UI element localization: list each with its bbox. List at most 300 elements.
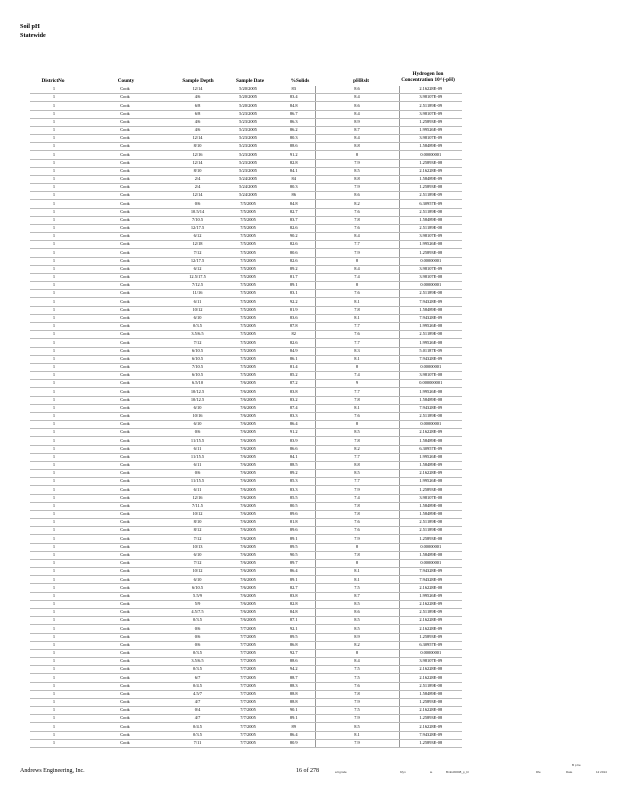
- cell-district: 1: [30, 233, 78, 241]
- cell-ph: 8.1: [315, 731, 399, 739]
- cell-county: Cook: [78, 682, 172, 690]
- cell-depth: 6/11: [172, 486, 223, 494]
- table-row: [30, 625, 462, 633]
- cell-solids: 88.8: [273, 690, 315, 698]
- cell-solids: 87.4: [273, 404, 315, 412]
- cell-district: 1: [30, 151, 78, 159]
- cell-date: 7/6/2005: [223, 527, 273, 535]
- cell-solids: 89.5: [273, 543, 315, 551]
- cell-hydrogen: 7.94328E-09: [399, 731, 462, 739]
- cell-district: 1: [30, 551, 78, 559]
- cell-county: Cook: [78, 314, 172, 322]
- cell-district: 1: [30, 347, 78, 355]
- cell-district: 1: [30, 510, 78, 518]
- cell-district: 1: [30, 388, 78, 396]
- cell-ph: 7.7: [315, 339, 399, 347]
- header-ph-result: pHRslt: [353, 78, 369, 84]
- cell-district: 1: [30, 175, 78, 183]
- cell-ph: 8.2: [315, 445, 399, 453]
- cell-district: 1: [30, 331, 78, 339]
- table-row: [30, 437, 462, 445]
- cell-hydrogen: 2.51189E-09: [399, 102, 462, 110]
- cell-county: Cook: [78, 600, 172, 608]
- cell-county: Cook: [78, 453, 172, 461]
- cell-hydrogen: 1.58489E-08: [399, 510, 462, 518]
- cell-ph: 7.6: [315, 290, 399, 298]
- cell-date: 7/6/2005: [223, 421, 273, 429]
- cell-depth: 12/18: [172, 241, 223, 249]
- table-row: [30, 600, 462, 608]
- cell-date: 5/23/2005: [223, 126, 273, 134]
- cell-ph: 8.1: [315, 314, 399, 322]
- cell-county: Cook: [78, 233, 172, 241]
- cell-depth: 8/10: [172, 519, 223, 527]
- cell-date: 7/5/2005: [223, 290, 273, 298]
- cell-district: 1: [30, 470, 78, 478]
- cell-district: 1: [30, 543, 78, 551]
- cell-solids: 85.2: [273, 372, 315, 380]
- cell-county: Cook: [78, 175, 172, 183]
- cell-county: Cook: [78, 502, 172, 510]
- table-row: [30, 126, 462, 134]
- cell-date: 5/20/2005: [223, 102, 273, 110]
- cell-district: 1: [30, 249, 78, 257]
- cell-district: 1: [30, 682, 78, 690]
- table-row: [30, 649, 462, 657]
- cell-solids: 80.3: [273, 135, 315, 143]
- table-row: [30, 306, 462, 314]
- cell-depth: 5.5/9: [172, 592, 223, 600]
- cell-district: 1: [30, 584, 78, 592]
- cell-solids: 89.5: [273, 633, 315, 641]
- cell-hydrogen: 2.16228E-08: [399, 666, 462, 674]
- cell-depth: 12.5/17.5: [172, 273, 223, 281]
- cell-date: 5/23/2005: [223, 167, 273, 175]
- cell-hydrogen: 1.99526E-08: [399, 322, 462, 330]
- cell-solids: 83.9: [273, 437, 315, 445]
- table-row: [30, 478, 462, 486]
- table-row: [30, 200, 462, 208]
- table-row: [30, 658, 462, 666]
- cell-depth: 6.5/10: [172, 380, 223, 388]
- cell-date: 7/5/2005: [223, 339, 273, 347]
- cell-district: 1: [30, 143, 78, 151]
- cell-solids: 89.1: [273, 576, 315, 584]
- cell-solids: 92.1: [273, 625, 315, 633]
- table-row: [30, 723, 462, 731]
- cell-depth: 12/17.5: [172, 224, 223, 232]
- cell-ph: 8: [315, 649, 399, 657]
- cell-ph: 8.8: [315, 461, 399, 469]
- cell-solids: 89: [273, 723, 315, 731]
- cell-depth: 12/14: [172, 192, 223, 200]
- cell-hydrogen: 0.00000001: [399, 282, 462, 290]
- table-row: [30, 421, 462, 429]
- cell-solids: 81.4: [273, 363, 315, 371]
- cell-date: 5/23/2005: [223, 143, 273, 151]
- cell-depth: 4/7: [172, 698, 223, 706]
- cell-solids: 85.3: [273, 478, 315, 486]
- cell-hydrogen: 3.98107E-08: [399, 494, 462, 502]
- cell-district: 1: [30, 421, 78, 429]
- table-row: [30, 135, 462, 143]
- cell-hydrogen: 2.51189E-08: [399, 208, 462, 216]
- table-row: [30, 241, 462, 249]
- cell-hydrogen: 3.98107E-09: [399, 135, 462, 143]
- table-row: [30, 159, 462, 167]
- cell-district: 1: [30, 404, 78, 412]
- cell-date: 7/6/2005: [223, 461, 273, 469]
- cell-date: 7/6/2005: [223, 584, 273, 592]
- cell-date: 5/20/2005: [223, 86, 273, 94]
- cell-hydrogen: 7.94328E-09: [399, 314, 462, 322]
- cell-depth: 12/14: [172, 135, 223, 143]
- cell-ph: 7.6: [315, 682, 399, 690]
- cell-depth: 7/12: [172, 339, 223, 347]
- cell-ph: 7.9: [315, 486, 399, 494]
- cell-depth: 6/8: [172, 110, 223, 118]
- cell-solids: 90.5: [273, 551, 315, 559]
- cell-county: Cook: [78, 494, 172, 502]
- cell-hydrogen: 1.25893E-08: [399, 184, 462, 192]
- cell-date: 7/7/2005: [223, 715, 273, 723]
- cell-solids: 94.2: [273, 666, 315, 674]
- cell-district: 1: [30, 535, 78, 543]
- cell-depth: 0/3.5: [172, 649, 223, 657]
- cell-county: Cook: [78, 445, 172, 453]
- table-row: [30, 192, 462, 200]
- cell-hydrogen: 0.00000001: [399, 421, 462, 429]
- cell-solids: 81.7: [273, 273, 315, 281]
- cell-depth: 0/3.5: [172, 617, 223, 625]
- cell-depth: 7/12: [172, 559, 223, 567]
- cell-depth: 0/4.5: [172, 723, 223, 731]
- cell-county: Cook: [78, 404, 172, 412]
- header-sample-date: Sample Date: [235, 78, 265, 84]
- cell-hydrogen: 1.58489E-08: [399, 306, 462, 314]
- cell-ph: 8.5: [315, 600, 399, 608]
- cell-ph: 8.4: [315, 658, 399, 666]
- cell-district: 1: [30, 363, 78, 371]
- cell-county: Cook: [78, 658, 172, 666]
- cell-date: 7/6/2005: [223, 437, 273, 445]
- cell-depth: 6/11: [172, 298, 223, 306]
- cell-ph: 7.9: [315, 159, 399, 167]
- cell-depth: 4.5/7.5: [172, 609, 223, 617]
- cell-hydrogen: 1.99526E-08: [399, 339, 462, 347]
- cell-solids: 89.2: [273, 470, 315, 478]
- cell-district: 1: [30, 290, 78, 298]
- cell-depth: 6/10.5: [172, 355, 223, 363]
- cell-county: Cook: [78, 208, 172, 216]
- cell-solids: 89.1: [273, 715, 315, 723]
- cell-solids: 87.1: [273, 617, 315, 625]
- cell-hydrogen: 0.00000001: [399, 543, 462, 551]
- cell-hydrogen: 0.00000001: [399, 363, 462, 371]
- cell-county: Cook: [78, 666, 172, 674]
- cell-district: 1: [30, 339, 78, 347]
- cell-district: 1: [30, 200, 78, 208]
- cell-solids: 92.2: [273, 298, 315, 306]
- cell-date: 7/6/2005: [223, 470, 273, 478]
- cell-county: Cook: [78, 151, 172, 159]
- cell-county: Cook: [78, 184, 172, 192]
- cell-district: 1: [30, 306, 78, 314]
- cell-district: 1: [30, 715, 78, 723]
- footer-tiny-4: Bmbd/0008_p_bl: [446, 770, 469, 774]
- cell-county: Cook: [78, 118, 172, 126]
- cell-date: 7/5/2005: [223, 257, 273, 265]
- table-row: [30, 102, 462, 110]
- cell-date: 7/6/2005: [223, 429, 273, 437]
- table-row: [30, 347, 462, 355]
- table-row: [30, 208, 462, 216]
- cell-solids: 81.9: [273, 306, 315, 314]
- cell-county: Cook: [78, 331, 172, 339]
- cell-county: Cook: [78, 707, 172, 715]
- table-row: [30, 633, 462, 641]
- cell-district: 1: [30, 216, 78, 224]
- table-row: [30, 617, 462, 625]
- cell-county: Cook: [78, 723, 172, 731]
- cell-solids: 84: [273, 175, 315, 183]
- cell-ph: 8.4: [315, 233, 399, 241]
- cell-district: 1: [30, 412, 78, 420]
- cell-district: 1: [30, 192, 78, 200]
- cell-solids: 88.5: [273, 461, 315, 469]
- cell-district: 1: [30, 633, 78, 641]
- cell-county: Cook: [78, 715, 172, 723]
- cell-ph: 8: [315, 151, 399, 159]
- cell-hydrogen: 3.98107E-08: [399, 273, 462, 281]
- cell-solids: 80.9: [273, 739, 315, 747]
- cell-district: 1: [30, 600, 78, 608]
- cell-date: 7/7/2005: [223, 625, 273, 633]
- cell-depth: 8/10: [172, 167, 223, 175]
- cell-solids: 89.7: [273, 559, 315, 567]
- cell-depth: 4/6: [172, 118, 223, 126]
- cell-solids: 83.8: [273, 592, 315, 600]
- cell-hydrogen: 1.58489E-09: [399, 143, 462, 151]
- table-row: [30, 224, 462, 232]
- cell-hydrogen: 6.30957E-09: [399, 445, 462, 453]
- cell-county: Cook: [78, 339, 172, 347]
- cell-date: 7/5/2005: [223, 241, 273, 249]
- cell-district: 1: [30, 453, 78, 461]
- cell-depth: 10/12.5: [172, 396, 223, 404]
- cell-date: 7/6/2005: [223, 543, 273, 551]
- cell-hydrogen: 2.51189E-08: [399, 290, 462, 298]
- cell-hydrogen: 2.51189E-08: [399, 527, 462, 535]
- cell-solids: 91.2: [273, 429, 315, 437]
- cell-hydrogen: 7.94328E-09: [399, 298, 462, 306]
- cell-solids: 85.5: [273, 494, 315, 502]
- cell-depth: 12/14: [172, 159, 223, 167]
- table-row: [30, 249, 462, 257]
- table-row: [30, 143, 462, 151]
- cell-depth: 6/10: [172, 404, 223, 412]
- cell-ph: 8.6: [315, 192, 399, 200]
- cell-ph: 7.6: [315, 527, 399, 535]
- cell-ph: 7.6: [315, 331, 399, 339]
- cell-date: 7/6/2005: [223, 551, 273, 559]
- cell-date: 7/6/2005: [223, 478, 273, 486]
- table-row: [30, 568, 462, 576]
- cell-hydrogen: 2.51189E-08: [399, 331, 462, 339]
- cell-county: Cook: [78, 437, 172, 445]
- cell-depth: 10/12: [172, 568, 223, 576]
- cell-county: Cook: [78, 216, 172, 224]
- cell-solids: 88.8: [273, 698, 315, 706]
- cell-solids: 80.6: [273, 249, 315, 257]
- table-row: [30, 559, 462, 567]
- cell-solids: 86: [273, 192, 315, 200]
- table-row: [30, 543, 462, 551]
- cell-hydrogen: 1.25893E-08: [399, 159, 462, 167]
- cell-district: 1: [30, 167, 78, 175]
- table-row: [30, 641, 462, 649]
- cell-district: 1: [30, 94, 78, 102]
- cell-county: Cook: [78, 649, 172, 657]
- cell-county: Cook: [78, 519, 172, 527]
- cell-hydrogen: 1.58489E-08: [399, 502, 462, 510]
- cell-district: 1: [30, 519, 78, 527]
- cell-ph: 8.9: [315, 633, 399, 641]
- cell-depth: 10/13: [172, 543, 223, 551]
- cell-hydrogen: 2.16228E-09: [399, 723, 462, 731]
- cell-depth: 6/10: [172, 576, 223, 584]
- cell-county: Cook: [78, 739, 172, 747]
- cell-date: 7/7/2005: [223, 633, 273, 641]
- cell-depth: 7/10.5: [172, 363, 223, 371]
- cell-hydrogen: 1.25893E-09: [399, 633, 462, 641]
- cell-hydrogen: 2.51189E-08: [399, 519, 462, 527]
- cell-county: Cook: [78, 690, 172, 698]
- cell-date: 7/7/2005: [223, 723, 273, 731]
- cell-district: 1: [30, 559, 78, 567]
- cell-county: Cook: [78, 461, 172, 469]
- cell-depth: 4.5/7: [172, 690, 223, 698]
- cell-district: 1: [30, 298, 78, 306]
- cell-county: Cook: [78, 159, 172, 167]
- cell-solids: 86.2: [273, 126, 315, 134]
- cell-depth: 7/12: [172, 249, 223, 257]
- footer-tiny-5: Dfe: [536, 770, 541, 774]
- cell-hydrogen: 2.16228E-09: [399, 617, 462, 625]
- cell-date: 5/20/2005: [223, 94, 273, 102]
- cell-ph: 8.6: [315, 86, 399, 94]
- table-row: [30, 666, 462, 674]
- cell-hydrogen: 3.98107E-09: [399, 265, 462, 273]
- table-row: [30, 273, 462, 281]
- cell-district: 1: [30, 739, 78, 747]
- cell-district: 1: [30, 429, 78, 437]
- cell-ph: 8: [315, 559, 399, 567]
- cell-county: Cook: [78, 568, 172, 576]
- cell-depth: 10/12: [172, 510, 223, 518]
- table-row: [30, 331, 462, 339]
- cell-county: Cook: [78, 86, 172, 94]
- table-row: [30, 298, 462, 306]
- table-row: [30, 412, 462, 420]
- cell-hydrogen: 1.58489E-09: [399, 461, 462, 469]
- cell-depth: 10.5/14: [172, 208, 223, 216]
- table-row: [30, 731, 462, 739]
- cell-hydrogen: 3.98107E-08: [399, 372, 462, 380]
- cell-ph: 8.5: [315, 625, 399, 633]
- cell-ph: 8.9: [315, 118, 399, 126]
- cell-solids: 86.8: [273, 641, 315, 649]
- table-row: [30, 314, 462, 322]
- cell-district: 1: [30, 731, 78, 739]
- cell-depth: 6/11: [172, 461, 223, 469]
- cell-date: 7/7/2005: [223, 658, 273, 666]
- cell-county: Cook: [78, 388, 172, 396]
- cell-date: 7/6/2005: [223, 396, 273, 404]
- cell-depth: 2/4: [172, 184, 223, 192]
- cell-county: Cook: [78, 298, 172, 306]
- table-row: [30, 502, 462, 510]
- cell-depth: 0/3.5: [172, 731, 223, 739]
- cell-solids: 90.1: [273, 707, 315, 715]
- cell-solids: 82.6: [273, 241, 315, 249]
- cell-solids: 83.6: [273, 314, 315, 322]
- cell-ph: 7.5: [315, 666, 399, 674]
- table-row: [30, 551, 462, 559]
- cell-date: 7/5/2005: [223, 265, 273, 273]
- table-row: [30, 698, 462, 706]
- cell-ph: 8: [315, 363, 399, 371]
- cell-district: 1: [30, 445, 78, 453]
- cell-ph: 8: [315, 421, 399, 429]
- cell-district: 1: [30, 592, 78, 600]
- cell-hydrogen: 2.51189E-08: [399, 412, 462, 420]
- cell-solids: 86.6: [273, 445, 315, 453]
- cell-district: 1: [30, 625, 78, 633]
- cell-solids: 82.6: [273, 257, 315, 265]
- cell-county: Cook: [78, 412, 172, 420]
- cell-hydrogen: 6.30957E-09: [399, 641, 462, 649]
- cell-hydrogen: 2.51189E-09: [399, 609, 462, 617]
- cell-district: 1: [30, 674, 78, 682]
- cell-solids: 84.8: [273, 102, 315, 110]
- cell-county: Cook: [78, 355, 172, 363]
- cell-hydrogen: 2.51189E-08: [399, 224, 462, 232]
- cell-hydrogen: 1.58489E-08: [399, 690, 462, 698]
- cell-county: Cook: [78, 527, 172, 535]
- cell-date: 7/6/2005: [223, 380, 273, 388]
- cell-solids: 89.6: [273, 510, 315, 518]
- cell-county: Cook: [78, 478, 172, 486]
- cell-ph: 8.8: [315, 175, 399, 183]
- cell-hydrogen: 1.99526E-08: [399, 388, 462, 396]
- table-row: [30, 453, 462, 461]
- cell-ph: 8.5: [315, 470, 399, 478]
- cell-solids: 80.5: [273, 502, 315, 510]
- cell-ph: 8.1: [315, 576, 399, 584]
- cell-date: 7/5/2005: [223, 224, 273, 232]
- cell-date: 7/5/2005: [223, 331, 273, 339]
- table-row: [30, 470, 462, 478]
- cell-hydrogen: 2.51189E-09: [399, 192, 462, 200]
- cell-date: 7/5/2005: [223, 363, 273, 371]
- cell-solids: 82.8: [273, 159, 315, 167]
- cell-ph: 7.4: [315, 372, 399, 380]
- cell-district: 1: [30, 486, 78, 494]
- cell-ph: 7.9: [315, 184, 399, 192]
- cell-depth: 0/6: [172, 200, 223, 208]
- cell-district: 1: [30, 494, 78, 502]
